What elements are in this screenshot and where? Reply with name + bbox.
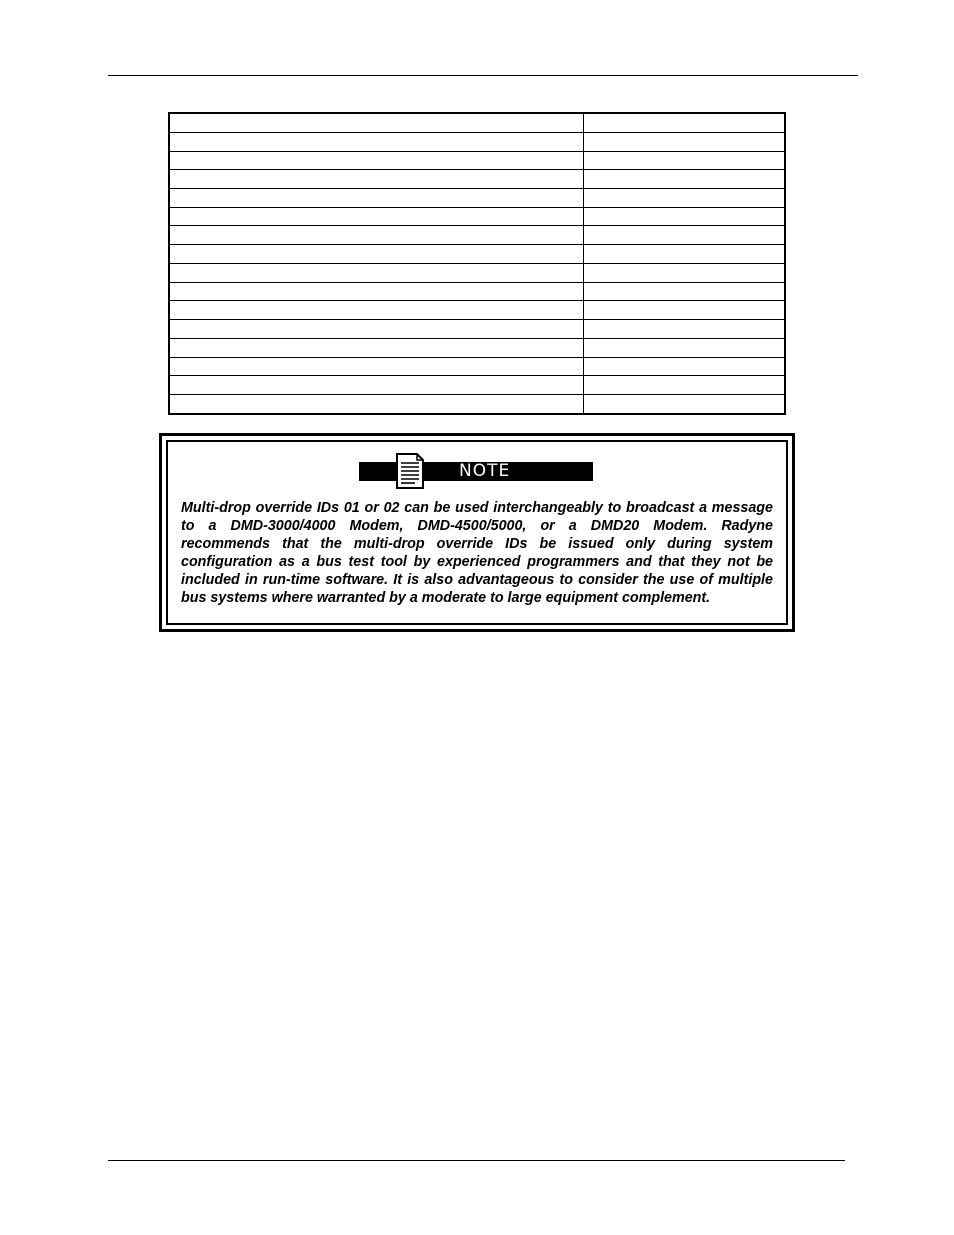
table-row — [169, 226, 785, 245]
table-row — [169, 301, 785, 320]
table-cell-left — [169, 338, 584, 357]
table-cell-right — [584, 301, 786, 320]
table-cell-left — [169, 320, 584, 339]
table-row — [169, 151, 785, 170]
table-row — [169, 376, 785, 395]
table-cell-right — [584, 170, 786, 189]
table-row — [169, 170, 785, 189]
table-cell-left — [169, 132, 584, 151]
document-icon — [395, 453, 425, 489]
table-cell-left — [169, 245, 584, 264]
note-box-inner — [166, 440, 788, 625]
table-cell-right — [584, 132, 786, 151]
table-cell-right — [584, 320, 786, 339]
table-cell-right — [584, 338, 786, 357]
table-row — [169, 282, 785, 301]
table-cell-right — [584, 151, 786, 170]
table-cell-left — [169, 301, 584, 320]
footer-rule — [108, 1160, 845, 1161]
table-cell-right — [584, 263, 786, 282]
note-banner — [359, 453, 593, 489]
table-cell-left — [169, 170, 584, 189]
table-cell-right — [584, 357, 786, 376]
table-cell-left — [169, 151, 584, 170]
header-rule — [108, 75, 858, 76]
table-row — [169, 395, 785, 414]
table-cell-left — [169, 226, 584, 245]
table-row — [169, 132, 785, 151]
table-row — [169, 320, 785, 339]
table-cell-left — [169, 282, 584, 301]
id-table — [168, 112, 786, 415]
note-text: Multi-drop override IDs 01 or 02 can be used interchangeably to broadcast a message to a DMD-3000/4000 Modem, DMD-4500/5000, or a DMD20 Modem. Radyne recommends that the multi-drop override IDs be issued only during system configuration as a bus test tool by experienced programmers and that they not be included in run-time software. It is also advantageous to consider the use of multiple bus systems where warranted by a moderate to large equipment complement. — [181, 500, 773, 606]
table-cell-left — [169, 113, 584, 132]
table-cell-right — [584, 376, 786, 395]
table-cell-right — [584, 282, 786, 301]
table-cell-left — [169, 376, 584, 395]
table-cell-right — [584, 207, 786, 226]
table-row — [169, 263, 785, 282]
table-cell-left — [169, 207, 584, 226]
note-box — [159, 433, 795, 632]
table-cell-right — [584, 226, 786, 245]
table-cell-left — [169, 263, 584, 282]
table-row — [169, 357, 785, 376]
table-row — [169, 207, 785, 226]
table-row — [169, 188, 785, 207]
table-cell-left — [169, 395, 584, 414]
note-label: NOTE — [459, 461, 511, 481]
table-cell-left — [169, 357, 584, 376]
table-cell-right — [584, 113, 786, 132]
table-cell-left — [169, 188, 584, 207]
table-cell-right — [584, 395, 786, 414]
table-row — [169, 245, 785, 264]
table-row — [169, 113, 785, 132]
table-cell-right — [584, 188, 786, 207]
table-cell-right — [584, 245, 786, 264]
table-row — [169, 338, 785, 357]
table-body — [169, 113, 785, 414]
